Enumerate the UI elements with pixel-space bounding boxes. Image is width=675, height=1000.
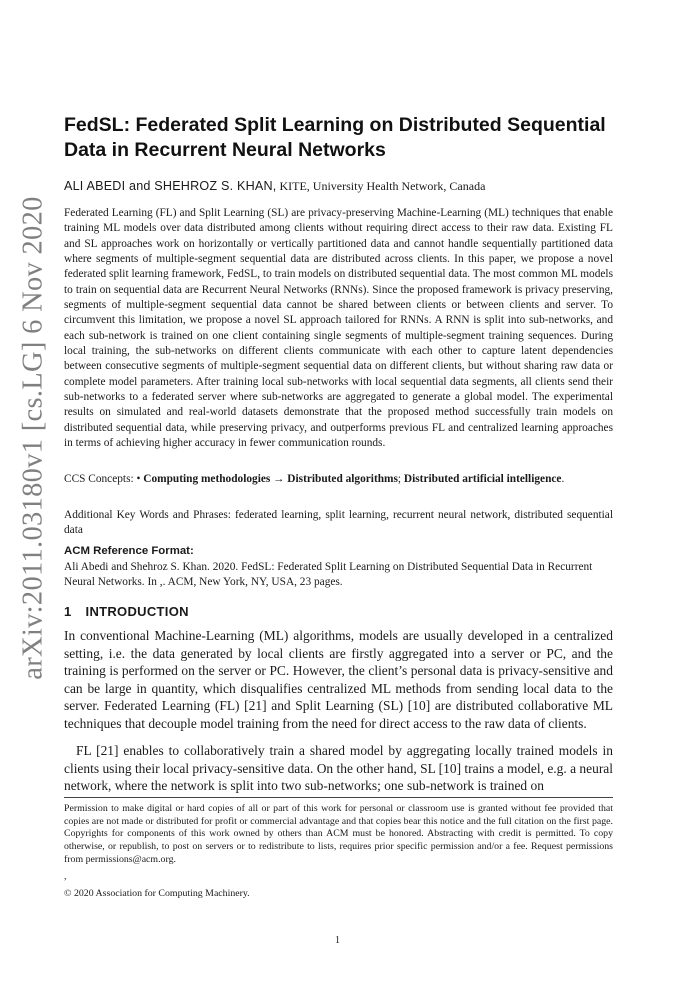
author-names: ALI ABEDI and SHEHROZ S. KHAN, <box>64 179 277 193</box>
acm-reference-heading: ACM Reference Format: <box>64 545 194 557</box>
footnote-comma: , <box>64 871 67 882</box>
ccs-label: CCS Concepts: • <box>64 473 144 485</box>
body-paragraph-2: FL [21] enables to collaboratively train a shared model by aggregating locally trained models in clients using their local privacy-sensitive data. On the other hand, SL [10] trains a model, e.g. a neural network, where the network is split into two sub-networks; one sub-network is trained on <box>64 743 613 794</box>
ccs-concept-2: Distributed artificial intelligence <box>403 473 562 485</box>
body-paragraph-1: In conventional Machine-Learning (ML) algorithms, models are usually developed in a centralized setting, i.e. the data generated by local clients are firstly aggregated into a server or PC, and the training is performed on the server or PC. However, the client’s personal data is privacy-sensitive and can be large in quantity, which disqualifies centralized ML methods from sending local data to the server. Federated Learning (FL) [21] and Split Learning (SL) [10] are distributed collaborative ML techniques that decouple model training from the need for direct access to the raw data of clients. <box>64 628 613 731</box>
permission-notice: Permission to make digital or hard copies of all or part of this work for personal or classroom use is granted without fee provided that copies are not made or distributed for profit or commercial advantage and that copies bear this notice and the full citation on the first page. Copyrights for components of this work owned by others than ACM must be honored. Abstracting with credit is permitted. To copy otherwise, or republish, to post on servers or to redistribute to lists, requires prior specific permission and/or a fee. Request permissions from permissions@acm.org. <box>64 803 613 865</box>
acm-reference-text: Ali Abedi and Shehroz S. Khan. 2020. FedSL: Federated Split Learning on Distributed Sequential Data in Recurrent Neural Networks. In ,. ACM, New York, NY, USA, 23 pages. <box>64 561 593 589</box>
ccs-concept-1: Computing methodologies → Distributed algorithms <box>143 473 398 485</box>
page-number: 1 <box>335 935 340 946</box>
arxiv-identifier-stamp <box>12 188 56 688</box>
section-number: 1 <box>64 604 72 619</box>
keywords: Additional Key Words and Phrases: federated learning, split learning, recurrent neural network, distributed sequential data <box>64 509 613 537</box>
ccs-end: . <box>561 473 565 485</box>
paper-title: FedSL: Federated Split Learning on Distributed Sequential Data in Recurrent Neural Networks <box>64 114 606 161</box>
author-affiliation: KITE, University Health Network, Canada <box>276 179 486 193</box>
arxiv-identifier-text: arXiv:2011.03180v1 [cs.LG] 6 Nov 2020 <box>18 196 49 680</box>
section-title: INTRODUCTION <box>85 604 189 619</box>
ccs-separator: ; <box>397 473 404 485</box>
author-line <box>64 177 609 195</box>
copyright-notice: © 2020 Association for Computing Machinery. <box>64 888 250 899</box>
section-heading-introduction <box>64 604 189 619</box>
ccs-concepts <box>64 472 613 487</box>
footnote-divider <box>64 797 613 798</box>
abstract: Federated Learning (FL) and Split Learning (SL) are privacy-preserving Machine-Learning (ML) techniques that enable training ML models over data distributed among clients without requiring direct access to their raw data. Existing FL and SL approaches work on horizontally or vertically partitioned data and cannot handle sequentially partitioned data where segments of multiple-segment sequential data are distributed across clients. In this paper, we propose a novel federated split learning framework, FedSL, to train models on distributed sequential data. The most common ML models to train on sequential data are Recurrent Neural Networks (RNNs). Since the proposed framework is privacy preserving, segments of multiple-segment sequential data cannot be shared between clients or between clients and server. To circumvent this limitation, we propose a novel SL approach tailored for RNNs. A RNN is split into sub-networks, and each sub-network is trained on one client containing single segments of multiple-segment training sequences. During local training, the sub-networks on different clients communicate with each other to capture latent dependencies between consecutive segments of multiple-segment sequential data on different clients, but without sharing raw data or complete model parameters. After training local sub-networks with local sequential data segments, all clients send their sub-networks to a federated server where sub-networks are aggregated to generate a global model. The experimental results on simulated and real-world datasets demonstrate that the proposed method successfully train models on distributed sequential data, while preserving privacy, and outperforms previous FL and centralized learning approaches in terms of achieving higher accuracy in fewer communication rounds. <box>64 207 613 450</box>
